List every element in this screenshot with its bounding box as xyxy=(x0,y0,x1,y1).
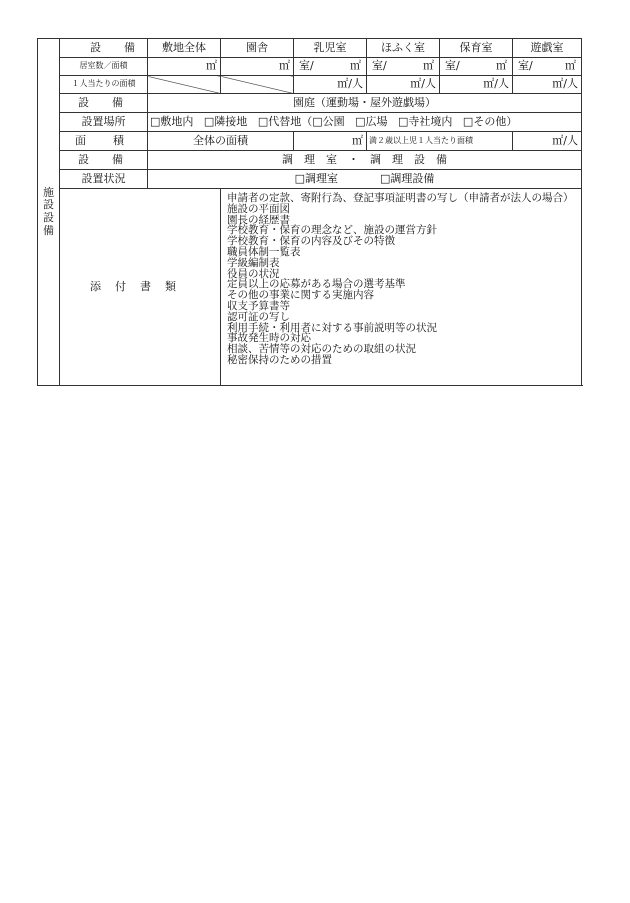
option-kitchen-equipment[interactable]: □調理設備 xyxy=(379,171,435,185)
nursery-per-person-field[interactable]: ㎡/人 xyxy=(440,76,513,94)
list-item: 学級編制表 xyxy=(227,256,280,269)
site-per-person-disabled xyxy=(148,76,221,94)
option-plaza[interactable]: □広場 xyxy=(355,114,388,128)
nursery-rooms-field[interactable]: 室/ ㎡ xyxy=(440,58,513,76)
col-nursery-room: 保育室 xyxy=(440,39,513,58)
list-item: 利用手続・利用者に対する事前説明等の状況 xyxy=(227,321,437,334)
area-row xyxy=(38,132,582,151)
list-item: 定員以上の応募がある場合の選考基準 xyxy=(227,278,406,291)
site-area-field[interactable]: ㎡ xyxy=(148,58,221,76)
per-person-row xyxy=(38,76,582,94)
list-item: 収支予算書等 xyxy=(227,299,290,312)
option-adjacent[interactable]: □隣接地 xyxy=(203,114,248,128)
infant-rooms-field[interactable]: 室/ ㎡ xyxy=(294,58,367,76)
garden-row xyxy=(38,94,582,113)
list-item: 施設の平面図 xyxy=(227,202,290,215)
col-crawl-room: ほふく室 xyxy=(367,39,440,58)
area-label: 面 積 xyxy=(60,132,148,151)
option-on-site[interactable]: □敷地内 xyxy=(150,114,194,128)
list-item: 秘密保持のための措置 xyxy=(227,353,332,366)
setsubi-label: 設 備 xyxy=(60,39,148,58)
crawl-rooms-field[interactable]: 室/ ㎡ xyxy=(367,58,440,76)
rooms-area-row xyxy=(38,58,582,76)
list-item: 職員体制一覧表 xyxy=(227,245,301,258)
option-shrine[interactable]: □寺社境内 xyxy=(398,114,453,128)
infant-per-person-field[interactable]: ㎡/人 xyxy=(294,76,367,94)
garden-setsubi-label: 設 備 xyxy=(60,94,148,113)
header-row xyxy=(38,39,582,58)
crawl-per-person-field[interactable]: ㎡/人 xyxy=(367,76,440,94)
list-item: 事故発生時の対応 xyxy=(227,332,311,345)
attachments-row xyxy=(38,189,582,386)
attachments-list xyxy=(221,189,582,386)
list-item: 園長の経歴書 xyxy=(227,213,290,226)
location-label: 設置場所 xyxy=(60,113,148,132)
kitchen-setsubi-label: 設 備 xyxy=(60,151,148,170)
list-item: 役員の状況 xyxy=(227,267,280,280)
list-item: 申請者の定款、寄附行為、登記事項証明書の写し（申請者が法人の場合） xyxy=(227,192,574,204)
list-item: その他の事業に関する実施内容 xyxy=(227,289,374,302)
playroom-rooms-field[interactable]: 室/ ㎡ xyxy=(513,58,582,76)
location-row xyxy=(38,113,582,132)
option-other[interactable]: □その他） xyxy=(462,114,518,128)
total-area-label: 全体の面積 xyxy=(148,132,294,151)
rooms-area-label: 居室数／面積 xyxy=(60,58,148,76)
per-child-area-field[interactable]: ㎡/人 xyxy=(513,132,582,151)
option-kitchen-room[interactable]: □調理室 xyxy=(294,171,339,185)
total-area-field[interactable]: ㎡ xyxy=(294,132,367,151)
playroom-per-person-field[interactable]: ㎡/人 xyxy=(513,76,582,94)
status-label: 設置状況 xyxy=(60,170,148,189)
list-item: 学校教育・保育の内容及びその特徴 xyxy=(227,235,395,248)
building-area-field[interactable]: ㎡ xyxy=(221,58,294,76)
per-person-label: １人当たりの面積 xyxy=(60,76,148,94)
status-row xyxy=(38,170,582,189)
location-options xyxy=(148,113,582,132)
list-item: 学校教育・保育の理念など、施設の運営方針 xyxy=(227,224,437,237)
building-per-person-disabled xyxy=(221,76,294,94)
list-item: 相談、苦情等の対応のための取組の状況 xyxy=(227,343,416,356)
col-playroom: 遊戯室 xyxy=(513,39,582,58)
list-item: 認可証の写し xyxy=(227,310,290,323)
garden-value: 園庭（運動場・屋外遊戯場） xyxy=(148,94,582,113)
per-child-area-label: 満２歳以上児１人当たり面積 xyxy=(367,132,513,151)
facility-section-label: 施 設 設 備 xyxy=(38,39,60,386)
option-alternative[interactable]: □代替地（□公園 xyxy=(257,114,345,128)
status-options xyxy=(148,170,582,189)
col-building: 園舎 xyxy=(221,39,294,58)
attachments-label: 添付書類 xyxy=(60,189,221,386)
kitchen-value: 調 理 室 ・ 調 理 設 備 xyxy=(148,151,582,170)
col-infant-room: 乳児室 xyxy=(294,39,367,58)
col-site: 敷地全体 xyxy=(148,39,221,58)
kitchen-row xyxy=(38,151,582,170)
facility-form-table xyxy=(37,38,582,386)
